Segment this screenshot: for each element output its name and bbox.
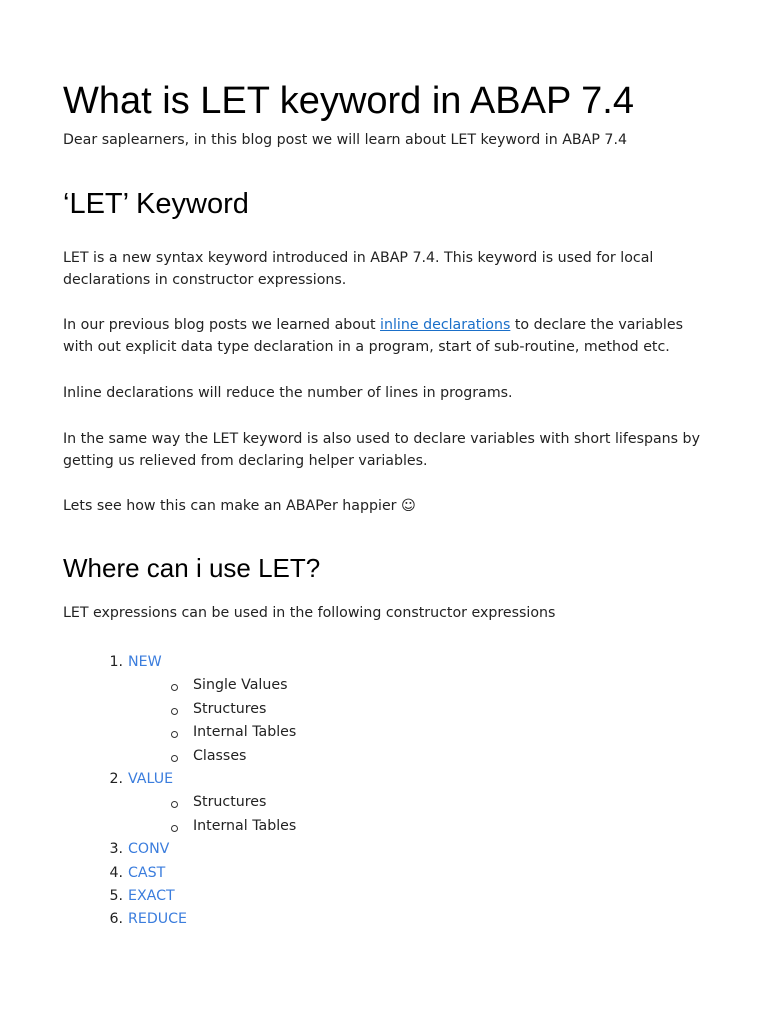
list-item-label: REDUCE (128, 911, 188, 928)
list-item-new (63, 651, 296, 768)
list-item-label: NEW (128, 654, 162, 670)
sub-list-item-label: Internal Tables (193, 817, 297, 834)
list-item-conv (63, 838, 296, 861)
list-item-label: VALUE (128, 770, 174, 787)
circle-bullet-icon (171, 755, 178, 762)
paragraph-inline-declarations: Inline declarations will reduce the number of lines in programs. (63, 385, 513, 401)
sub-list-item-label: Classes (193, 747, 247, 764)
sub-list (63, 791, 296, 838)
sub-list-item (63, 791, 296, 814)
paragraph-same-way: In the same way the LET keyword is also used to declare variables with short lifespans by getting us relieved from declaring helper variables. (63, 431, 700, 469)
list-item-exact (63, 885, 296, 908)
sub-list-item-label: Internal Tables (193, 724, 297, 741)
sub-list-item-label: Structures (193, 700, 267, 717)
list-item-label: CAST (128, 864, 166, 881)
list-number: 5. (109, 887, 123, 904)
list-item-cast (63, 862, 296, 885)
page-title: What is LET keyword in ABAP 7.4 (63, 80, 634, 122)
sub-list-item (63, 674, 296, 697)
circle-bullet-icon (171, 801, 178, 808)
sub-list-item (63, 745, 296, 768)
intro-text: Dear saplearners, in this blog post we will learn about LET keyword in ABAP 7.4 (63, 132, 627, 148)
sub-list-item (63, 815, 296, 838)
list-item-label: CONV (128, 841, 170, 858)
paragraph-text: In our previous blog posts we learned about (63, 317, 381, 333)
circle-bullet-icon (171, 731, 178, 738)
sub-list-item-label: Single Values (193, 677, 288, 694)
paragraph-constructor-expressions: LET expressions can be used in the following constructor expressions (63, 605, 556, 621)
paragraph-text: to declare the variables with out explicit data type declaration in a program, start of sub-routine, method etc. (63, 317, 683, 355)
sub-list-item (63, 698, 296, 721)
list-item-reduce (63, 908, 296, 931)
list-number: 6. (109, 911, 123, 928)
section-heading-where-use: Where can i use LET? (63, 553, 321, 583)
circle-bullet-icon (171, 825, 178, 832)
list-number: 1. (109, 654, 123, 670)
circle-bullet-icon (171, 708, 178, 715)
list-item-label: EXACT (128, 887, 175, 904)
list-number: 3. (109, 841, 123, 858)
inline-declarations-link[interactable]: inline declarations (380, 317, 511, 333)
circle-bullet-icon (171, 684, 178, 691)
sub-list-item-label: Structures (193, 794, 267, 811)
paragraph-previous-posts (63, 314, 703, 358)
section-heading-let-keyword: ‘LET’ Keyword (63, 188, 249, 220)
sub-list-item (63, 721, 296, 744)
list-number: 4. (109, 864, 123, 881)
paragraph-let-definition: LET is a new syntax keyword introduced in ABAP 7.4. This keyword is used for local declarations in constructor expressions. (63, 250, 654, 288)
list-number: 2. (109, 770, 123, 787)
paragraph-abaper-happier: Lets see how this can make an ABAPer happier ☺ (63, 498, 416, 514)
list-item-value (63, 768, 296, 838)
sub-list (63, 674, 296, 768)
constructor-expressions-list (63, 651, 296, 932)
